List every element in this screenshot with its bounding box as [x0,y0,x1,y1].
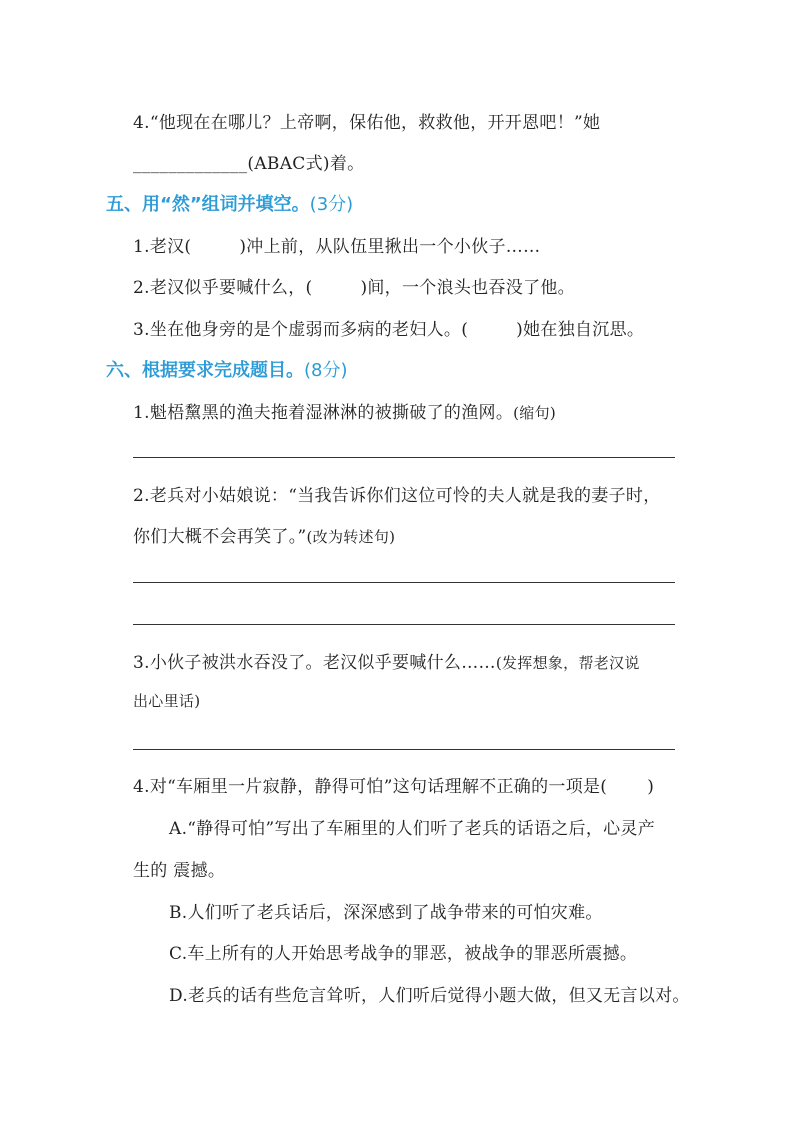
item-2-prefix: 2.老汉似乎要喊什么，( [133,278,313,298]
item-1-prefix: 1.老汉( [133,237,192,257]
section-5-item-2 [133,273,575,298]
section-5-points: (3分) [309,194,354,215]
item-2-suffix: )间，一个浪头也吞没了他。 [360,278,575,298]
q2-note: (改为转述句) [306,528,396,546]
answer-line-q2-a[interactable] [133,582,675,583]
q4-option-a-line-2: 生的 震撼。 [133,861,226,881]
section-6-q4-stem [133,772,654,797]
item-1-suffix: )冲上前，从队伍里揪出一个小伙子…… [239,237,541,257]
section-6-q3-line-2: 出心里话) [133,692,201,710]
section-5-title: 五、用“然”组词并填空。 [106,194,310,215]
section-5-item-1 [133,232,540,257]
question-4-line-2: _____________(ABAC式)着。 [133,154,365,174]
section-6-title: 六、根据要求完成题目。 [106,360,304,381]
q1-note: (缩句) [513,404,557,422]
q4-stem-close: ) [647,777,655,797]
section-6-heading [106,356,348,382]
q3-note: (发挥想象，帮老汉说 [495,654,640,672]
section-6-q2-line-2 [133,522,395,547]
q2-line-2-text: 你们大概不会再笑了。” [133,527,307,547]
section-5-heading [106,190,353,216]
q4-option-b: B.人们听了老兵话后，深深感到了战争带来的可怕灾难。 [169,903,603,923]
question-4-line-1: 4.“他现在在哪儿？上帝啊，保佑他，救救他，开开恩吧！”她 [133,113,601,133]
answer-line-q1[interactable] [133,457,675,458]
section-6-q2-line-1: 2.老兵对小姑娘说：“当我告诉你们这位可怜的夫人就是我的妻子时， [133,486,661,506]
q3-text: 3.小伙子被洪水吞没了。老汉似乎要喊什么…… [133,653,496,673]
q4-option-c: C.车上所有的人开始思考战争的罪恶，被战争的罪恶所震撼。 [169,944,638,964]
section-5-item-3 [133,315,644,340]
section-6-points: (8分) [304,360,348,381]
answer-line-q2-b[interactable] [133,624,675,625]
section-6-q1 [133,398,556,423]
item-3-suffix: )她在独自沉思。 [516,320,645,340]
q4-option-d: D.老兵的话有些危言耸听，人们听后觉得小题大做，但又无言以对。 [169,986,690,1006]
section-6-q3-line-1 [133,648,640,673]
item-3-prefix: 3.坐在他身旁的是个虚弱而多病的老妇人。( [133,320,469,340]
q4-stem-text: 4.对“车厢里一片寂静，静得可怕”这句话理解不正确的一项是( [133,777,608,797]
answer-line-q3[interactable] [133,749,675,750]
q4-option-a-line-1: A.“静得可怕”写出了车厢里的人们听了老兵的话语之后，心灵产 [169,819,656,839]
q1-text: 1.魁梧黧黑的渔夫拖着湿淋淋的被撕破了的渔网。 [133,403,514,423]
